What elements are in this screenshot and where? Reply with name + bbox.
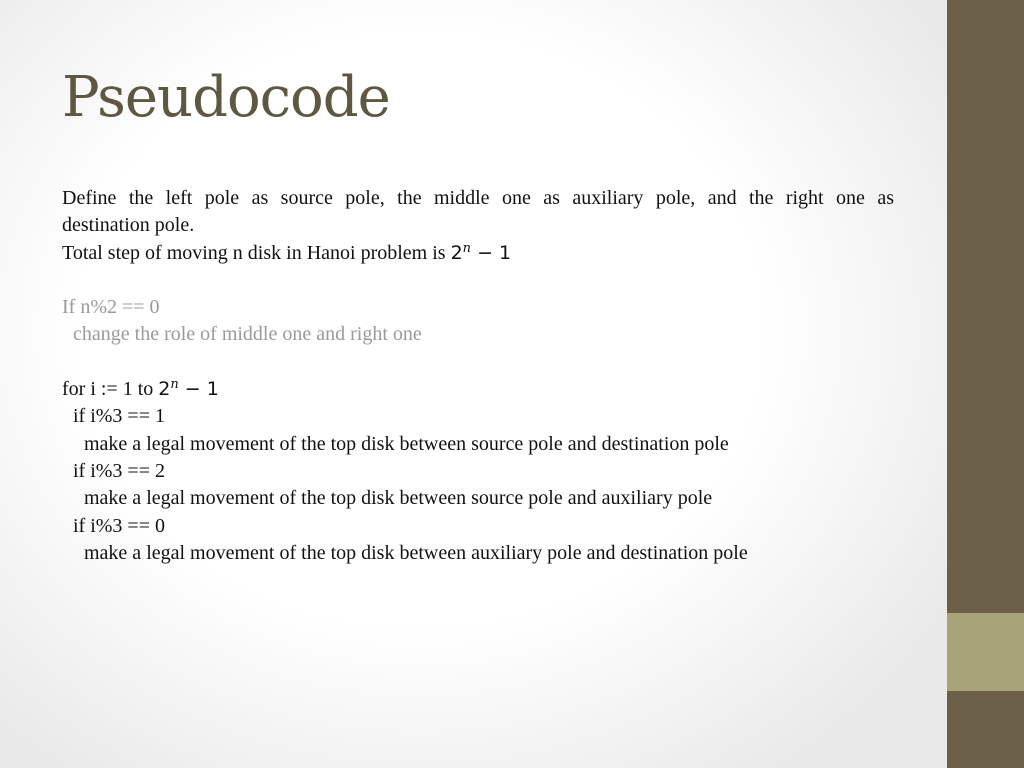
if-even-line: If n%2 == 0 bbox=[62, 296, 160, 319]
formula-exponent: n bbox=[462, 240, 472, 256]
swap-roles-line: change the role of middle one and right one bbox=[73, 323, 422, 346]
move-line-2: make a legal movement of the top disk between source pole and auxiliary pole bbox=[84, 487, 713, 510]
condition-line-1: if i%3 == 1 bbox=[73, 405, 165, 428]
total-steps-line bbox=[62, 240, 894, 267]
formula-base: 2 bbox=[450, 241, 463, 264]
slide-body bbox=[62, 185, 894, 567]
formula-rest: − 1 bbox=[471, 241, 512, 264]
for-loop-text: for i := 1 to bbox=[62, 378, 159, 401]
sidebar-bottom-band bbox=[947, 691, 1024, 768]
sidebar-top-band bbox=[947, 0, 1024, 613]
for-loop-formula bbox=[158, 378, 219, 400]
slide-title: Pseudocode bbox=[62, 65, 390, 130]
move-line-3: make a legal movement of the top disk between auxiliary pole and destination pole bbox=[84, 541, 748, 564]
intro-line-1: Define the left pole as source pole, the middle one as auxiliary pole, and the right one as bbox=[62, 187, 894, 209]
formula-base: 2 bbox=[158, 378, 171, 401]
spacer bbox=[62, 267, 894, 294]
condition-line-2: if i%3 == 2 bbox=[73, 459, 165, 482]
sidebar-accent-band bbox=[947, 613, 1024, 691]
for-loop-line bbox=[62, 376, 894, 403]
move-line-1: make a legal movement of the top disk between source pole and destination pole bbox=[84, 432, 729, 455]
total-steps-text: Total step of moving n disk in Hanoi problem is bbox=[62, 241, 451, 264]
condition-line-3: if i%3 == 0 bbox=[73, 514, 165, 537]
intro-line-2: destination pole. bbox=[62, 214, 195, 237]
total-steps-formula bbox=[451, 242, 512, 264]
formula-exponent: n bbox=[170, 377, 179, 393]
formula-rest: − 1 bbox=[178, 378, 219, 401]
spacer bbox=[62, 349, 894, 376]
